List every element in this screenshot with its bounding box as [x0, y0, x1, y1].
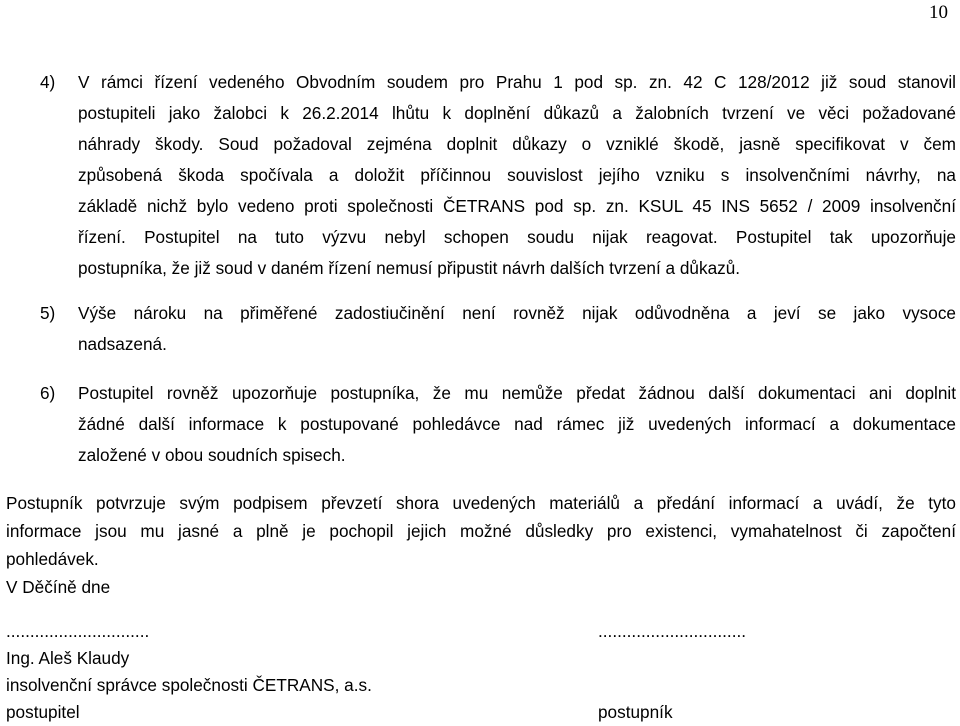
signature-block-assignee	[598, 618, 746, 726]
spacer	[598, 672, 746, 699]
text-line: informace jsou mu jasné a plně je pochopil jejich možné důsledky pro existenci, vymahatelnost či započtení	[6, 521, 956, 541]
list-item-text	[78, 298, 956, 360]
text-line: V rámci řízení vedeného Obvodním soudem pro Prahu 1 pod sp. zn. 42 C 128/2012 již soud stanovil	[78, 72, 956, 92]
text-line: základě nichž bylo vedeno proti společnosti ČETRANS pod sp. zn. KSUL 45 INS 5652 / 2009 insolvenční	[78, 196, 956, 216]
list-item-text	[78, 67, 956, 284]
text-line: náhrady škody. Soud požadoval zejména doplnit důkazy o vzniklé škodě, jasně specifikovat v čem	[78, 134, 956, 154]
signature-line: ..............................	[6, 621, 150, 641]
list-item-number: 6)	[40, 383, 56, 403]
signature-line: ...............................	[598, 621, 747, 641]
text-line: Výše nároku na přiměřené zadostiučinění není rovněž nijak odůvodněna a jeví se jako vysoce	[78, 303, 956, 323]
spacer	[598, 645, 746, 672]
text-line: řízení. Postupitel na tuto výzvu nebyl schopen soudu nijak reagovat. Postupitel tak upozorňuje	[78, 227, 956, 247]
text-line: postupiteli jako žalobci k 26.2.2014 lhůtu k doplnění důkazů a žalobních tvrzení ve věci požadované	[78, 103, 956, 123]
signatory-title: insolvenční správce společnosti ČETRANS, a.s.	[6, 675, 372, 695]
text-line: Postupník potvrzuje svým podpisem převzetí shora uvedených materiálů a předání informací a uvádí, že tyto	[6, 493, 956, 513]
place-date: V Děčíně dne	[6, 577, 111, 597]
signatory-name: Ing. Aleš Klaudy	[6, 648, 130, 668]
text-line: způsobená škoda spočívala a doložit příčinnou souvislost jejího vzniku s insolvenčními návrhy, na	[78, 165, 956, 185]
text-line: založené v obou soudních spisech.	[78, 445, 346, 465]
signatory-role: postupitel	[6, 702, 80, 722]
signature-block-assignor	[6, 618, 372, 726]
text-line: žádné další informace k postupované pohledávce nad rámec již uvedených informací a dokumentace	[78, 414, 956, 434]
text-line: nadsazená.	[78, 334, 167, 354]
list-item-text	[78, 378, 956, 471]
text-line: postupníka, že již soud v daném řízení nemusí připustit návrh dalších tvrzení a důkazů.	[78, 258, 741, 278]
text-line: Postupitel rovněž upozorňuje postupníka, že mu nemůže předat žádnou další dokumentaci ani doplnit	[78, 383, 956, 403]
list-item-number: 5)	[40, 303, 56, 323]
text-line: pohledávek.	[6, 549, 99, 569]
list-item-number: 4)	[40, 72, 56, 92]
signatory-role: postupník	[598, 702, 673, 722]
closing-paragraph	[6, 489, 956, 601]
page-number: 10	[929, 2, 948, 23]
